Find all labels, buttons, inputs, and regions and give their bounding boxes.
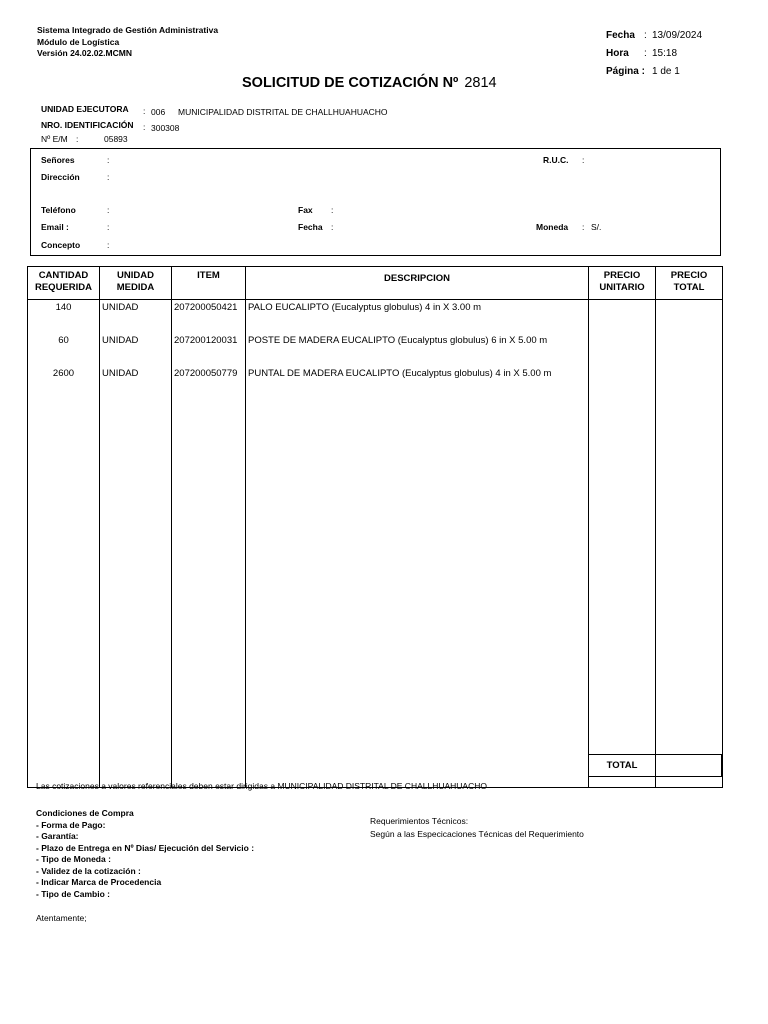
condition-item: - Indicar Marca de Procedencia xyxy=(36,877,162,887)
col-item-header: ITEM xyxy=(172,267,246,300)
cell-precio-total xyxy=(656,300,723,333)
fecha-value: 13/09/2024 xyxy=(652,30,703,41)
cell-precio-unitario xyxy=(589,333,656,366)
fecha-supplier-label: Fecha xyxy=(298,222,323,232)
fax-label: Fax xyxy=(298,205,313,215)
em-label: Nº E/M xyxy=(41,134,68,144)
cell-cantidad: 60 xyxy=(28,333,100,366)
cell-precio-unitario xyxy=(589,366,656,399)
cell-item: 207200050779 xyxy=(172,366,246,399)
cell-item: 207200120031 xyxy=(172,333,246,366)
title-number: 2814 xyxy=(464,75,497,91)
title-text: SOLICITUD DE COTIZACIÓN Nº xyxy=(242,75,459,91)
signoff-text: Atentamente; xyxy=(36,913,87,923)
items-table xyxy=(27,266,723,788)
moneda-value: S/. xyxy=(591,222,602,232)
condition-item: - Garantía: xyxy=(36,831,79,841)
total-box xyxy=(588,754,722,777)
requirements-block xyxy=(370,815,584,841)
requirements-text: Según a las Especicaciones Técnicas del Requerimiento xyxy=(370,829,584,839)
cell-unidad: UNIDAD xyxy=(100,300,172,333)
condition-item: - Tipo de Moneda : xyxy=(36,854,111,864)
total-label: TOTAL xyxy=(589,755,656,776)
concepto-label: Concepto xyxy=(41,240,81,250)
condition-item: - Forma de Pago: xyxy=(36,819,106,830)
cell-descripcion: PALO EUCALIPTO (Eucalyptus globulus) 4 in X 3.00 m xyxy=(246,300,589,333)
nro-value: 300308 xyxy=(151,123,180,133)
pagina-value: 1 de 1 xyxy=(652,66,680,77)
email-label: Email : xyxy=(41,222,69,232)
cell-cantidad: 140 xyxy=(28,300,100,333)
version-text: Versión 24.02.02.MCMN xyxy=(37,48,132,58)
system-name: Sistema Integrado de Gestión Administrativa xyxy=(37,25,219,35)
cell-unidad: UNIDAD xyxy=(100,333,172,366)
nro-colon: : xyxy=(143,122,146,132)
pagina-label: Página : xyxy=(606,66,645,77)
em-value: 05893 xyxy=(104,134,128,144)
table-row xyxy=(28,333,723,366)
ruc-colon: : xyxy=(582,155,585,165)
fecha-colon: : xyxy=(644,30,647,41)
unidad-name: MUNICIPALIDAD DISTRITAL DE CHALLHUAHUACHO xyxy=(178,107,388,117)
fax-colon: : xyxy=(331,205,334,215)
supplier-box xyxy=(30,148,721,256)
conditions-block xyxy=(36,808,254,900)
cell-precio-total xyxy=(656,366,723,399)
col-unidad-header: UNIDAD MEDIDA xyxy=(100,267,172,300)
document-title xyxy=(242,75,497,91)
table-row xyxy=(28,366,723,399)
nro-label: NRO. IDENTIFICACIÓN xyxy=(41,120,134,130)
em-colon: : xyxy=(76,134,79,144)
table-header-row xyxy=(28,267,723,300)
fecha-label: Fecha xyxy=(606,30,635,41)
telefono-label: Teléfono xyxy=(41,205,76,215)
table-row xyxy=(28,300,723,333)
cell-unidad: UNIDAD xyxy=(100,366,172,399)
moneda-colon: : xyxy=(582,222,585,232)
unidad-colon: : xyxy=(143,106,146,116)
senores-label: Señores xyxy=(41,155,75,165)
cell-precio-unitario xyxy=(589,300,656,333)
module-name: Módulo de Logística xyxy=(37,36,120,47)
col-descripcion-header: DESCRIPCION xyxy=(246,267,589,300)
senores-colon: : xyxy=(107,155,110,165)
col-precio-total-header: PRECIO TOTAL xyxy=(656,267,723,300)
cell-descripcion: POSTE DE MADERA EUCALIPTO (Eucalyptus globulus) 6 in X 5.00 m xyxy=(246,333,589,366)
cell-descripcion: PUNTAL DE MADERA EUCALIPTO (Eucalyptus globulus) 4 in X 5.00 m xyxy=(246,366,589,399)
moneda-label: Moneda xyxy=(536,222,569,232)
hora-value: 15:18 xyxy=(652,48,678,59)
condition-item: - Validez de la cotización : xyxy=(36,865,141,876)
telefono-colon: : xyxy=(107,205,110,215)
cell-item: 207200050421 xyxy=(172,300,246,333)
table-filler-row xyxy=(28,399,723,788)
requirements-title: Requerimientos Técnicos: xyxy=(370,816,469,826)
email-colon: : xyxy=(107,222,110,232)
unidad-code: 006 xyxy=(151,107,166,117)
col-precio-unitario-header: PRECIO UNITARIO xyxy=(589,267,656,300)
condition-item: - Plazo de Entrega en Nº Dias/ Ejecución del Servicio : xyxy=(36,842,255,853)
system-info xyxy=(37,25,218,60)
hora-label: Hora xyxy=(606,48,629,59)
cell-cantidad: 2600 xyxy=(28,366,100,399)
direccion-colon: : xyxy=(107,172,110,182)
hora-colon: : xyxy=(644,48,647,59)
unidad-label: UNIDAD EJECUTORA xyxy=(41,104,129,114)
ruc-label: R.U.C. xyxy=(543,155,569,165)
conditions-title: Condiciones de Compra xyxy=(36,808,134,818)
footer-note: Las cotizaciones a valores referenciales deben estar dirigidas a MUNICIPALIDAD DISTRITAL DE CHALLHUAHUACHO xyxy=(36,781,487,791)
direccion-label: Dirección xyxy=(41,172,80,182)
condition-item: - Tipo de Cambio : xyxy=(36,888,110,899)
concepto-colon: : xyxy=(107,240,110,250)
cell-precio-total xyxy=(656,333,723,366)
col-cantidad-header: CANTIDAD REQUERIDA xyxy=(28,267,100,300)
fecha-supplier-colon: : xyxy=(331,222,334,232)
